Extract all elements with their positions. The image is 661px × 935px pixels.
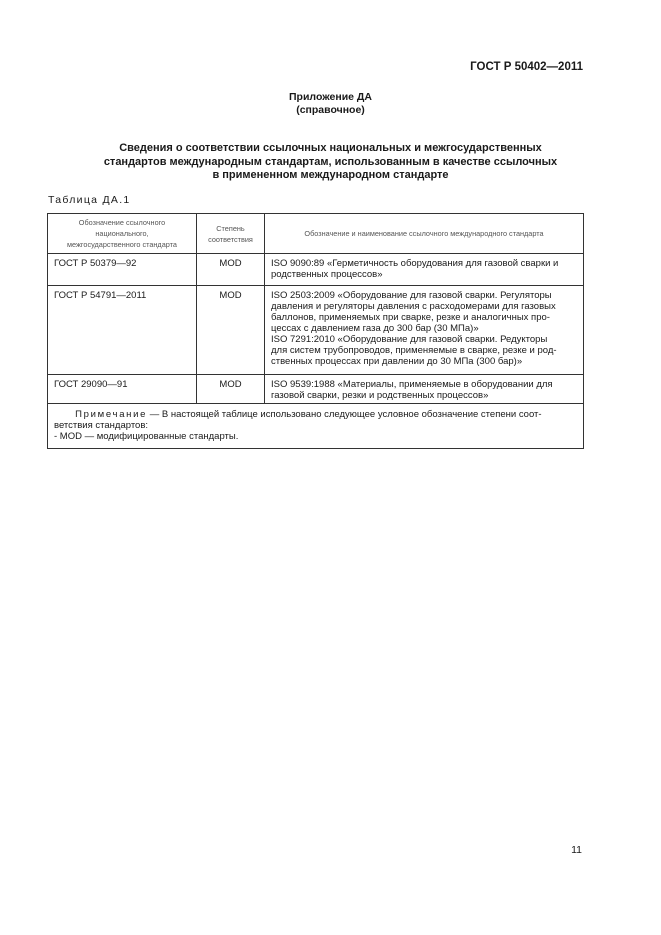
page-number: 11 [571,844,582,856]
header-text: Обозначение и наименование ссылочного международного стандарта [304,229,544,238]
header-text: Обозначение ссылочного [78,218,166,227]
cell-line: ственных процессах при давлении до 30 МПа (300 бар)» [271,356,523,367]
appendix-subtitle: (справочное) [296,104,365,116]
table-row [48,254,584,286]
cell-line: ISO 9090:89 «Герметичность оборудования для газовой сварки и [271,258,559,269]
cell-line: давления и регуляторы давления с расходомерами для газовых [271,301,556,312]
cell-international [265,254,584,286]
note-line [54,409,577,420]
note-label: Примечание [75,409,148,420]
document-code: ГОСТ Р 50402—2011 [470,61,583,73]
cell-line: баллонов, применяемых при сварке, резке и аналогичных про- [271,312,550,323]
header-national-standard [48,214,197,254]
header-international-standard [265,214,584,254]
table-header-row [48,214,584,254]
cell-national: ГОСТ Р 54791—2011 [48,286,197,375]
cell-line: ISO 7291:2010 «Оборудование для газовой сварки. Редукторы [271,334,548,345]
cell-international [265,375,584,404]
cell-line: ISO 9539:1988 «Материалы, применяемые в оборудовании для [271,379,553,390]
section-title-line: в примененном международном стандарте [212,169,449,181]
table-note-row [48,404,584,449]
note-text: — В настоящей таблице использовано следующее условное обозначение степени соот- [147,409,542,420]
table-row [48,375,584,404]
note-line: ветствия стандартов: [54,420,149,431]
note-line: - MOD — модифицированные стандарты. [54,431,239,442]
section-title-line: стандартов международным стандартам, использованным в качестве ссылочных [103,155,558,168]
cell-line: газовой сварки, резки и родственных процессов» [271,390,489,401]
cell-line: цессах с давлением газа до 300 бар (30 МПа)» [271,323,479,334]
cell-national: ГОСТ 29090—91 [48,375,197,404]
header-text: межгосударственного стандарта [67,240,177,249]
table-row [48,286,584,375]
cell-line: родственных процессов» [271,269,383,280]
header-degree [197,214,265,254]
appendix-title: Приложение ДА [289,91,372,103]
cell-national: ГОСТ Р 50379—92 [48,254,197,286]
section-title [0,142,661,183]
standards-table [47,213,584,449]
cell-line: ISO 2503:2009 «Оборудование для газовой сварки. Регуляторы [271,290,552,301]
cell-degree: MOD [197,375,265,404]
table-note [48,404,584,449]
cell-international [265,286,584,375]
header-text: Степень [216,223,245,233]
cell-degree: MOD [197,254,265,286]
table-label: Таблица ДА.1 [48,194,131,206]
cell-line: для систем трубопроводов, применяемые в сварке, резке и род- [271,345,557,356]
header-text: национального, [95,229,149,238]
header-text: соответствия [208,234,253,244]
cell-degree: MOD [197,286,265,375]
section-title-line: Сведения о соответствии ссылочных национальных и межгосударственных [119,142,542,154]
